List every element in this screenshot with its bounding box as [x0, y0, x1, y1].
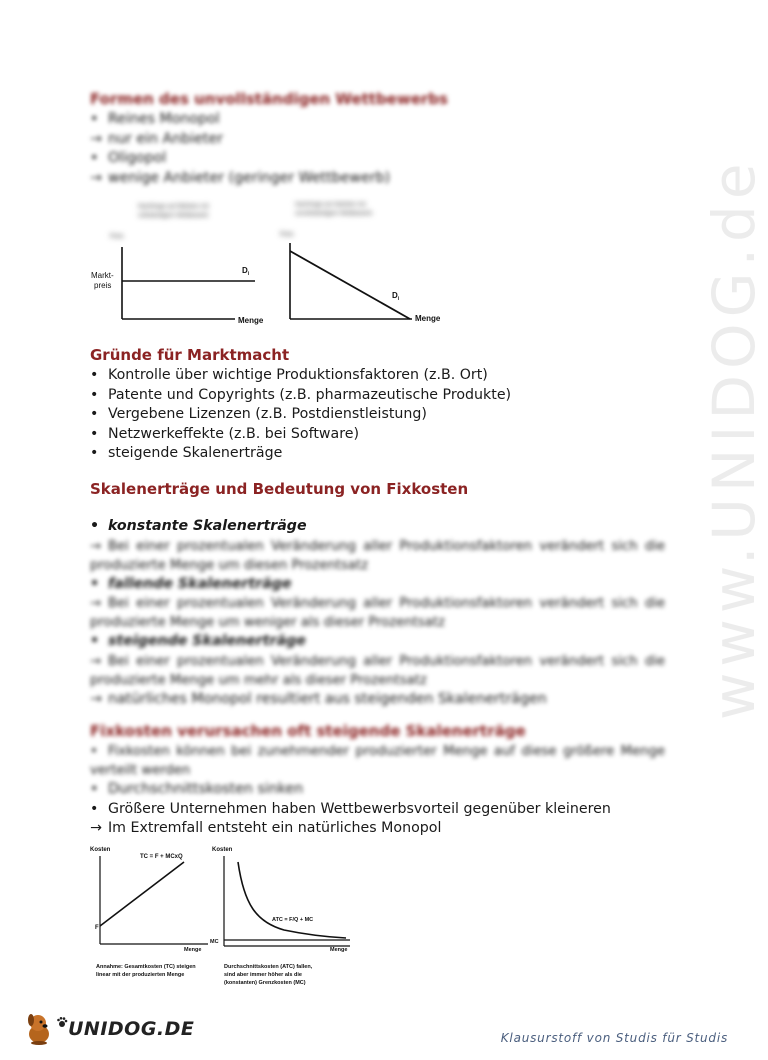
chart1-right-curve-label: $D_i$	[392, 291, 400, 302]
list-item: → nur ein Anbieter	[90, 130, 665, 150]
list-marktmacht	[90, 366, 665, 464]
list-item: • Durchschnittskosten sinken	[90, 780, 665, 800]
chart2-mc-label: MC	[210, 939, 219, 945]
chart1-marktpreis-2: preis	[94, 281, 112, 290]
list-item: • steigende Skalenerträge	[90, 444, 665, 464]
chart1-left-caption-2: vollständigem Wettbewerb	[138, 213, 209, 219]
section-unvollstaendiger-wettbewerb	[90, 90, 665, 188]
logo-text: UNIDOG.DE	[68, 1018, 195, 1040]
list-item-konstante: • konstante Skalenerträge	[90, 517, 665, 537]
list-item: • Reines Monopol	[90, 110, 665, 130]
section-fixkosten	[90, 722, 665, 839]
chart2-right-note-3: (konstanten) Grenzkosten (MC)	[224, 980, 306, 986]
chart2-atc-curve	[238, 862, 346, 938]
list-item: • Größere Unternehmen haben Wettbewerbsvorteil gegenüber kleineren	[90, 800, 665, 820]
section-skalenertraege	[90, 480, 665, 709]
chart2-left-note-2: linear mit der produzierten Menge	[96, 972, 185, 978]
chart1-left-xaxis-label: Menge	[238, 316, 264, 325]
list-item: → natürliches Monopol resultiert aus steigenden Skalenerträgen	[90, 690, 665, 710]
list-item: • Kontrolle über wichtige Produktionsfaktoren (z.B. Ort)	[90, 366, 665, 386]
chart1-right-caption-2: unvollständigem Wettbewerb	[295, 211, 372, 217]
heading-skalenertraege: Skalenerträge und Bedeutung von Fixkosten	[90, 480, 469, 498]
list-item-fallende: • fallende Skalenerträge	[90, 575, 665, 595]
list-formen	[90, 110, 665, 188]
footer-slogan: Klausurstoff von Studis für Studis	[500, 1031, 728, 1045]
chart2-right-note-1: Durchschnittskosten (ATC) fallen,	[224, 964, 313, 970]
chart2-right-xaxis-label: Menge	[330, 947, 348, 953]
chart2-f-label: F	[95, 925, 99, 931]
list-item: → Bei einer prozentualen Veränderung aller Produktionsfaktoren verändert sich die produzierte Menge um weniger als dieser Prozentsatz	[90, 594, 665, 632]
chart2-tc-formula: TC = F + MCxQ	[140, 854, 183, 860]
unidog-logo[interactable]	[24, 1012, 194, 1046]
chart1-left-caption-1: Nachfrage auf Märkten mit	[138, 204, 209, 210]
chart1-left-curve-label: $D_i$	[242, 266, 250, 277]
list-item: • Fixkosten können bei zunehmender produzierter Menge auf diese größere Menge verteilt werden	[90, 742, 665, 780]
watermark: www.UNIDOG.de	[700, 157, 768, 720]
chart1-captions	[110, 202, 373, 240]
paw-icon	[56, 1016, 68, 1028]
heading-marktmacht: Gründe für Marktmacht	[90, 346, 290, 364]
list-item: • Netzwerkeffekte (z.B. bei Software)	[90, 425, 665, 445]
chart2-right-note-2: sind aber immer höher als die	[224, 972, 302, 978]
list-fixkosten	[90, 800, 665, 839]
list-fixkosten-blurred	[90, 742, 665, 800]
list-item: → Im Extremfall entsteht ein natürliches Monopol	[90, 819, 665, 839]
chart1-right-demand-line	[290, 251, 410, 319]
list-item: • Oligopol	[90, 149, 665, 169]
chart1-right-xaxis-label: Menge	[415, 314, 441, 323]
skalenertraege-details	[90, 537, 665, 710]
list-item: • Vergebene Lizenzen (z.B. Postdienstleistung)	[90, 405, 665, 425]
list-item: → wenige Anbieter (geringer Wettbewerb)	[90, 169, 665, 189]
chart1-right-caption-1: Nachfrage auf Märkten mit	[295, 202, 366, 208]
cost-chart	[88, 842, 378, 990]
chart1-marktpreis-1: Markt-	[91, 271, 114, 280]
chart2-left-xaxis-label: Menge	[184, 947, 202, 953]
chart2-atc-formula: ATC = F/Q + MC	[272, 917, 314, 923]
list-item: • Patente und Copyrights (z.B. pharmazeutische Produkte)	[90, 386, 665, 406]
demand-chart	[80, 195, 460, 330]
fixkosten-blurred	[90, 722, 665, 800]
list-skalenertraege-details	[90, 537, 665, 710]
list-item: → Bei einer prozentualen Veränderung aller Produktionsfaktoren verändert sich die produzierte Menge um mehr als dieser Prozentsatz	[90, 652, 665, 690]
heading-formen: Formen des unvollständigen Wettbewerbs	[90, 90, 448, 108]
chart2-left-yaxis-label: Kosten	[90, 847, 111, 853]
chart2-tc-line	[100, 862, 184, 926]
list-item: → Bei einer prozentualen Veränderung aller Produktionsfaktoren verändert sich die produzierte Menge um diesen Prozentsatz	[90, 537, 665, 575]
chart1-right-yaxis-label: Preis	[280, 232, 294, 238]
dog-icon	[24, 1012, 54, 1046]
list-item-steigende: • steigende Skalenerträge	[90, 632, 665, 652]
list-skalenertraege	[90, 517, 665, 537]
heading-fixkosten: Fixkosten verursachen oft steigende Skalenerträge	[90, 722, 526, 740]
chart2-right-yaxis-label: Kosten	[212, 847, 233, 853]
chart1-left-yaxis-label: Preis	[110, 234, 124, 240]
chart2-left-note-1: Annahme: Gesamtkosten (TC) steigen	[96, 964, 196, 970]
section-marktmacht	[90, 346, 665, 464]
